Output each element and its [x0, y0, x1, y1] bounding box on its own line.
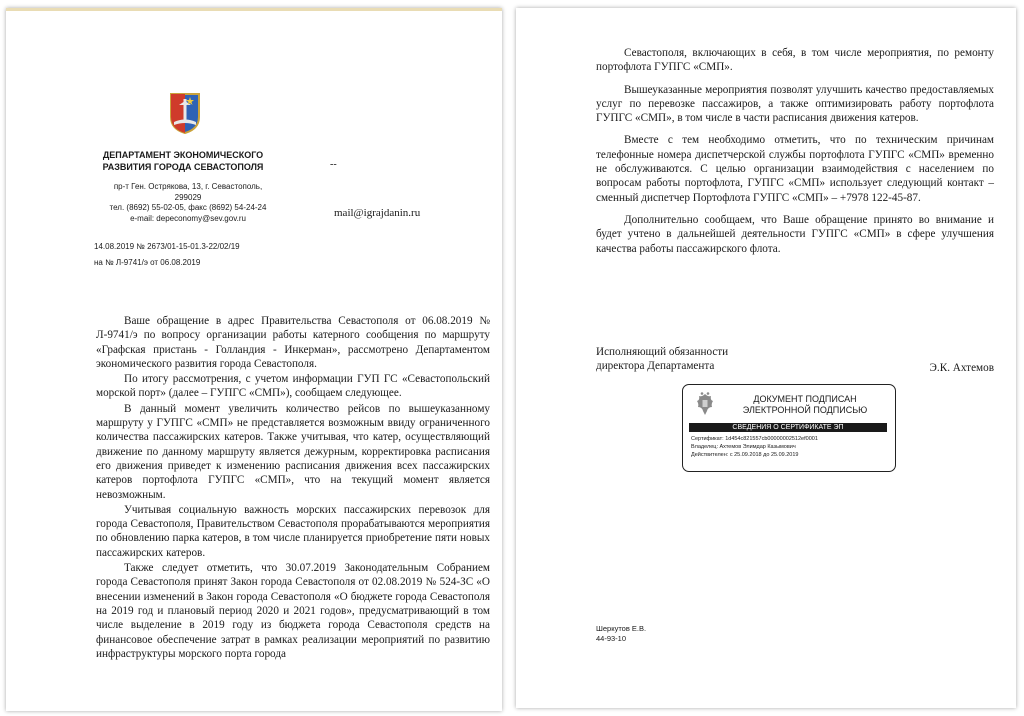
letter-body-page-2: [596, 46, 994, 256]
signer-title-line-2: директора Департамента: [596, 360, 715, 372]
body-paragraph: Дополнительно сообщаем, что Ваше обращение принято во внимание и будет учтено в дальнейшей деятельности ГУПГС «СМП» в сфере улучшения качества работы пассажирского флота.: [596, 213, 994, 255]
letter-page-1: [6, 8, 502, 711]
letter-body-page-1: [96, 314, 490, 661]
executor-info: [596, 624, 646, 644]
electronic-signature-stamp: [682, 384, 896, 472]
executor-name: Шеркутов Е.В.: [596, 624, 647, 633]
outgoing-reference: 14.08.2019 № 2673/01-15-01.3-22/02/19: [94, 242, 240, 251]
body-paragraph: Учитывая социальную важность морских пассажирских перевозок для города Севастополя, Правительством Севастополя прорабатываются мероприятия по обновлению парка катеров, в том числе планируется приобретение пяти новых пассажирских катеров.: [96, 503, 490, 559]
stamp-validity: Действителен: с 25.09.2018 до 25.09.2019: [691, 452, 799, 458]
address-postcode: 299029: [174, 192, 202, 202]
body-paragraph: Ваше обращение в адрес Правительства Севастополя от 06.08.2019 № Л-9741/э по вопросу организации работы катерного сообщения по маршруту «Графская пристань - Голландия - Инкерман», рассмотрено Департаментом экономического развития города Севастополя.: [96, 315, 490, 370]
recipient-email: mail@igrajdanin.ru: [334, 207, 421, 219]
russian-eagle-icon: [694, 391, 716, 417]
address-phone: тел. (8692) 55-02-05, факс (8692) 54-24-24: [109, 203, 267, 212]
incoming-reference: на № Л-9741/э от 06.08.2019: [94, 258, 201, 267]
address-email: e-mail: depeconomy@sev.gov.ru: [130, 213, 246, 223]
body-paragraph: Вышеуказанные мероприятия позволят улучшить качество предоставляемых услуг по перевозке пассажиров, а также оптимизировать работу портофлота ГУПГС «СМП», в том числе в части расписания движения катеров.: [596, 83, 994, 125]
body-paragraph: По итогу рассмотрения, с учетом информации ГУП ГС «Севастопольский морской порт» (далее – ГУПГС «СМП»), сообщаем следующее.: [96, 373, 490, 400]
stamp-certificate-bar: СВЕДЕНИЯ О СЕРТИФИКАТЕ ЭП: [689, 423, 887, 432]
executor-phone: 44-93-10: [596, 634, 627, 643]
stamp-title: [721, 394, 889, 416]
stamp-details: [691, 435, 818, 459]
body-paragraph: Вместе с тем необходимо отметить, что по техническим причинам телефонные номера диспетчерской службы портофлота ГУПГС «СМП» временно не обслуживаются. С целью организации взаимодействия с населением по вопросам работы портофлота, ГУПГС «СМП» использует следующий контакт – сменный диспетчер Портофлота ГУПГС «СМП» – +7978 122-45-87.: [596, 134, 994, 204]
letter-page-2: [516, 8, 1016, 708]
stamp-owner: Владелец: Ахтемов Элимдар Казымович: [691, 444, 796, 450]
body-paragraph: В данный момент увеличить количество рейсов по вышеуказанному маршруту у ГУПГС «СМП» не представляется возможным ввиду ограниченного количества пассажирских катеров. Также учитывая, что катер, осуществляющий движение по данному маршруту является дежурным, корректировка расписания его движения приведет к изменению расписания движения всех пассажирских катеров портофлота ГУПГС «СМП», что на текущий момент является невозможным.: [96, 402, 490, 501]
department-name: ДЕПАРТАМЕНТ ЭКОНОМИЧЕСКОГО РАЗВИТИЯ ГОРОДА СЕВАСТОПОЛЯ: [102, 150, 264, 172]
body-paragraph: Также следует отметить, что 30.07.2019 Законодательным Собранием города Севастополя принят Закон города Севастополя от 02.08.2019 № 524-ЗС «О внесении изменений в Закон города Севастополя «О бюджете города Севастополя на 2019 год и плановый период 2020 и 2021 годов», предусматривающий в том числе выделение в 2019 году из бюджета города Севастополя средств на финансовое обеспечение затрат в рамках реализации мероприятий по развитию инфраструктуры морского порта города: [96, 562, 490, 660]
signer-title-line-1: Исполняющий обязанности: [596, 346, 729, 358]
stamp-title-line-1: ДОКУМЕНТ ПОДПИСАН: [753, 394, 857, 404]
signature-block: [596, 345, 994, 373]
dash-mark: --: [330, 159, 337, 170]
department-address: [84, 182, 292, 224]
body-paragraph: Севастополя, включающих в себя, в том числе мероприятия, по ремонту портофлота ГУПГС «СМП».: [596, 47, 994, 74]
address-street: пр-т Ген. Острякова, 13, г. Севастополь,: [113, 182, 263, 191]
stamp-title-line-2: ЭЛЕКТРОННОЙ ПОДПИСЬЮ: [742, 405, 868, 415]
signer-name: Э.К. Ахтемов: [929, 362, 994, 374]
stamp-certificate-id: Сертификат: 1d454c821557cb00000002512ef0001: [691, 436, 818, 442]
sevastopol-coat-of-arms-icon: [168, 91, 202, 135]
